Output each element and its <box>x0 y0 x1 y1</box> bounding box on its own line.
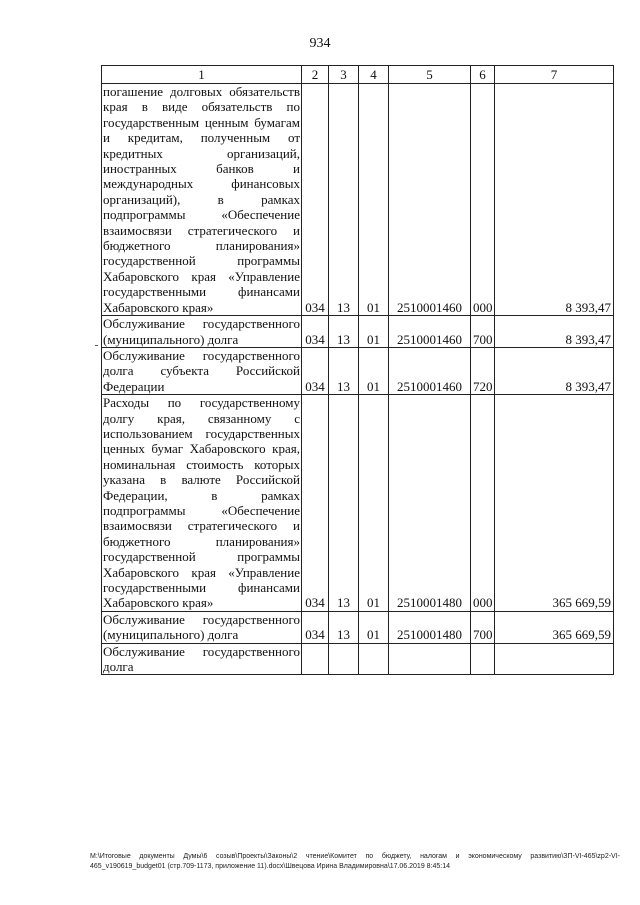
row-name: Расходы по государственному долгу края, связанному с использованием государственных ценных бумаг Хабаровского края, номинальная стоимость которых указана в валюте Российской Федерации, в рамках подпрограммы «Обеспечение взаимосвязи стратегического и бюджетного планирования» государственной программы Хабаровского края «Управление государственными финансами Хабаровского края» <box>103 395 300 611</box>
row-name: Обслуживание государственного долга <box>103 643 300 675</box>
cell-code <box>302 643 329 675</box>
table-header-row <box>102 66 614 84</box>
cell-section: 13 <box>329 84 359 316</box>
cell-code: 034 <box>302 84 329 316</box>
cell-subsection <box>359 643 389 675</box>
cell-amount: 8 393,47 <box>495 84 614 316</box>
table-row <box>102 611 614 643</box>
cell-section: 13 <box>329 611 359 643</box>
cell-amount: 365 669,59 <box>495 611 614 643</box>
cell-expense-type: 700 <box>471 316 495 348</box>
table-row <box>102 316 614 348</box>
column-header: 1 <box>102 66 302 84</box>
cell-subsection: 01 <box>359 84 389 316</box>
table-row <box>102 347 614 394</box>
column-header: 5 <box>389 66 471 84</box>
column-header: 7 <box>495 66 614 84</box>
table-row <box>102 84 614 316</box>
budget-table <box>101 65 614 675</box>
cell-section: 13 <box>329 347 359 394</box>
cell-expense-type: 000 <box>471 395 495 612</box>
cell-code: 034 <box>302 316 329 348</box>
cell-expense-type: 700 <box>471 611 495 643</box>
row-name: погашение долговых обязательств края в виде обязательств по государственным ценным бумагам и кредитам, полученным от кредитных организаций, иностранных банков и международных финансовых организаций), в рамках подпрограммы «Обеспечение взаимосвязи стратегического и бюджетного планирования» государственной программы Хабаровского края «Управление государственными финансами Хабаровского края» <box>103 84 300 315</box>
table-row <box>102 395 614 612</box>
cell-subsection: 01 <box>359 395 389 612</box>
scan-artifact <box>95 345 98 346</box>
cell-target-article <box>389 643 471 675</box>
row-name: Обслуживание государственного долга субъекта Российской Федерации <box>103 347 300 394</box>
cell-target-article: 2510001460 <box>389 347 471 394</box>
document-path-footer: M:\Итоговые документы Думы\6 созыв\Проекты\Законы\2 чтение\Комитет по бюджету, налогам и экономическому развитию\ЗП-VI-465\zp2-VI-465_v190619_budget01 (стр.709-1173, приложение 11).docx\Швецова Ирина Владимировна\17.06.2019 8:45:14 <box>90 853 620 870</box>
cell-amount: 8 393,47 <box>495 347 614 394</box>
cell-amount: 365 669,59 <box>495 395 614 612</box>
page-number: 934 <box>309 36 331 51</box>
column-header: 2 <box>302 66 329 84</box>
cell-expense-type <box>471 643 495 675</box>
cell-subsection: 01 <box>359 316 389 348</box>
cell-target-article: 2510001480 <box>389 395 471 612</box>
table-row <box>102 643 614 675</box>
row-name: Обслуживание государственного (муниципального) долга <box>103 316 300 347</box>
row-name: Обслуживание государственного (муниципального) долга <box>103 611 300 643</box>
cell-code: 034 <box>302 395 329 612</box>
cell-code: 034 <box>302 611 329 643</box>
cell-section <box>329 643 359 675</box>
cell-target-article: 2510001460 <box>389 84 471 316</box>
cell-section: 13 <box>329 395 359 612</box>
cell-target-article: 2510001480 <box>389 611 471 643</box>
cell-subsection: 01 <box>359 611 389 643</box>
column-header: 4 <box>359 66 389 84</box>
cell-amount: 8 393,47 <box>495 316 614 348</box>
cell-subsection: 01 <box>359 347 389 394</box>
column-header: 6 <box>471 66 495 84</box>
cell-expense-type: 720 <box>471 347 495 394</box>
column-header: 3 <box>329 66 359 84</box>
cell-amount <box>495 643 614 675</box>
cell-target-article: 2510001460 <box>389 316 471 348</box>
cell-code: 034 <box>302 347 329 394</box>
cell-section: 13 <box>329 316 359 348</box>
cell-expense-type: 000 <box>471 84 495 316</box>
